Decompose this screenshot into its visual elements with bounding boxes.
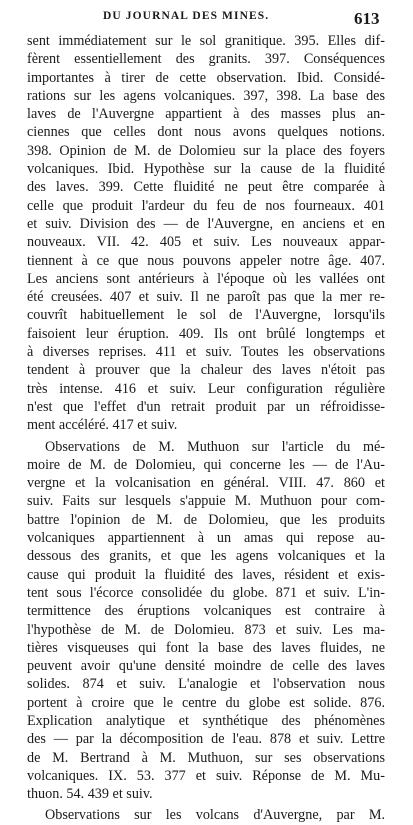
text-line: cause qui produit la fluidité des laves, résident et exis- [27, 566, 385, 583]
text-line: battre l'opinion de M. de Dolomieu, que les produits [27, 511, 385, 528]
text-line: laves de l'Auvergne appartient à des masses plus an- [27, 106, 385, 123]
text-line: celle que produit l'ardeur du feu de nos fourneaux. 401 [27, 197, 385, 214]
body-text [27, 32, 385, 825]
text-line: fèrent essentiellement des granits. 397. Conséquences [27, 51, 385, 68]
paragraph-3 [27, 806, 385, 824]
text-line: peuvent avoir qu'une densité moindre de celle des laves [27, 658, 385, 675]
text-line: couvrît habituellement le sol de l'Auvergne, lorsqu'ils [27, 307, 385, 324]
text-line: l'hypothèse de M. de Dolomieu. 873 et suiv. Les ma- [27, 621, 385, 638]
text-line: n'est que l'effet d'un retrait produit par un réfroidisse- [27, 398, 385, 415]
text-line: thuon. 54. 439 et suiv. [27, 786, 153, 803]
text-line: volcaniques appartiennent à un amas qui repose au- [27, 530, 385, 547]
text-line: tiennent à ce que nous pouvons appeler notre âge. 407. [27, 252, 385, 269]
text-line: moire de M. de Dolomieu, qui concerne les — de l'Au- [27, 456, 385, 473]
text-line: ment accéléré. 417 et suiv. [27, 417, 178, 434]
text-line: tières visqueuses qui font la base des laves fluides, ne [27, 639, 385, 656]
paragraph-2 [27, 438, 385, 804]
text-line: volcaniques. Ibid. Hypothèse sur la cause de la fluidité [27, 161, 385, 178]
text-line: très intense. 416 et suiv. Leur configuration régulière [27, 380, 385, 397]
paragraph-1 [27, 32, 385, 435]
text-line: Explication analytique et synthétique des phénomènes [27, 712, 385, 729]
text-line: Observations sur les volcans d'Auvergne, par M. [45, 807, 385, 824]
text-line: volcaniques. IX. 53. 377 et suiv. Réponse de M. Mu- [27, 767, 385, 784]
text-line: termittence des éruptions volcaniques est contraire à [27, 603, 385, 620]
text-line: Observations de M. Muthuon sur l'article du mé- [45, 438, 385, 455]
page-number: 613 [354, 9, 380, 28]
text-line: sent immédiatement sur le sol granitique. 395. Elles dif- [27, 33, 385, 49]
text-line: rations sur les agens volcaniques. 397, 398. La base des [27, 87, 385, 104]
text-line: vergne et la volcanisation en général. VIII. 47. 860 et [27, 475, 385, 492]
running-title: DU JOURNAL DES MINES. [103, 10, 270, 22]
text-line: à diverses reprises. 411 et suiv. Toutes les observations [27, 344, 385, 361]
text-line: des — par la décomposition de l'eau. 878 et suiv. Lettre [27, 731, 385, 748]
text-line: ciennes que celles dont nous avons quelques notions. [27, 124, 385, 141]
text-line: importantes à tirer de cette observation. Ibid. Considé- [27, 69, 385, 86]
text-line: suiv. Faits sur lesquels s'appuie M. Muthuon pour com- [27, 493, 385, 510]
text-line: et suiv. Division des — de l'Auvergne, en anciens et en [27, 215, 385, 232]
text-line: portent à croire que le centre du globe est solide. 876. [27, 694, 385, 711]
running-header [0, 9, 413, 29]
text-line: solides. 874 et suiv. L'analogie et l'observation nous [27, 676, 385, 693]
text-line: des laves. 399. Cette fluidité ne peut être comparée à [27, 179, 385, 196]
text-line: Les anciens sont antérieurs à l'époque où les vallées ont [27, 270, 385, 287]
text-line: été creusées. 407 et suiv. Il ne paroît pas que la mer re- [27, 289, 385, 306]
text-line: nouveaux. VII. 42. 405 et suiv. Les nouveaux appar- [27, 234, 385, 251]
text-line: de M. Bertrand à M. Muthuon, sur ses observations [27, 749, 385, 766]
text-line: faisoient leur éruption. 409. Ils ont brûlé longtemps et [27, 325, 385, 342]
text-line: dessous des granits, et que les agens volcaniques et la [27, 548, 385, 565]
text-line: tent sous l'écorce consolidée du globe. 871 et suiv. L'in- [27, 584, 385, 601]
text-line: tendent à prouver que la chaleur des laves n'étoit pas [27, 362, 385, 379]
text-line: 398. Opinion de M. de Dolomieu sur la place des foyers [27, 142, 385, 159]
